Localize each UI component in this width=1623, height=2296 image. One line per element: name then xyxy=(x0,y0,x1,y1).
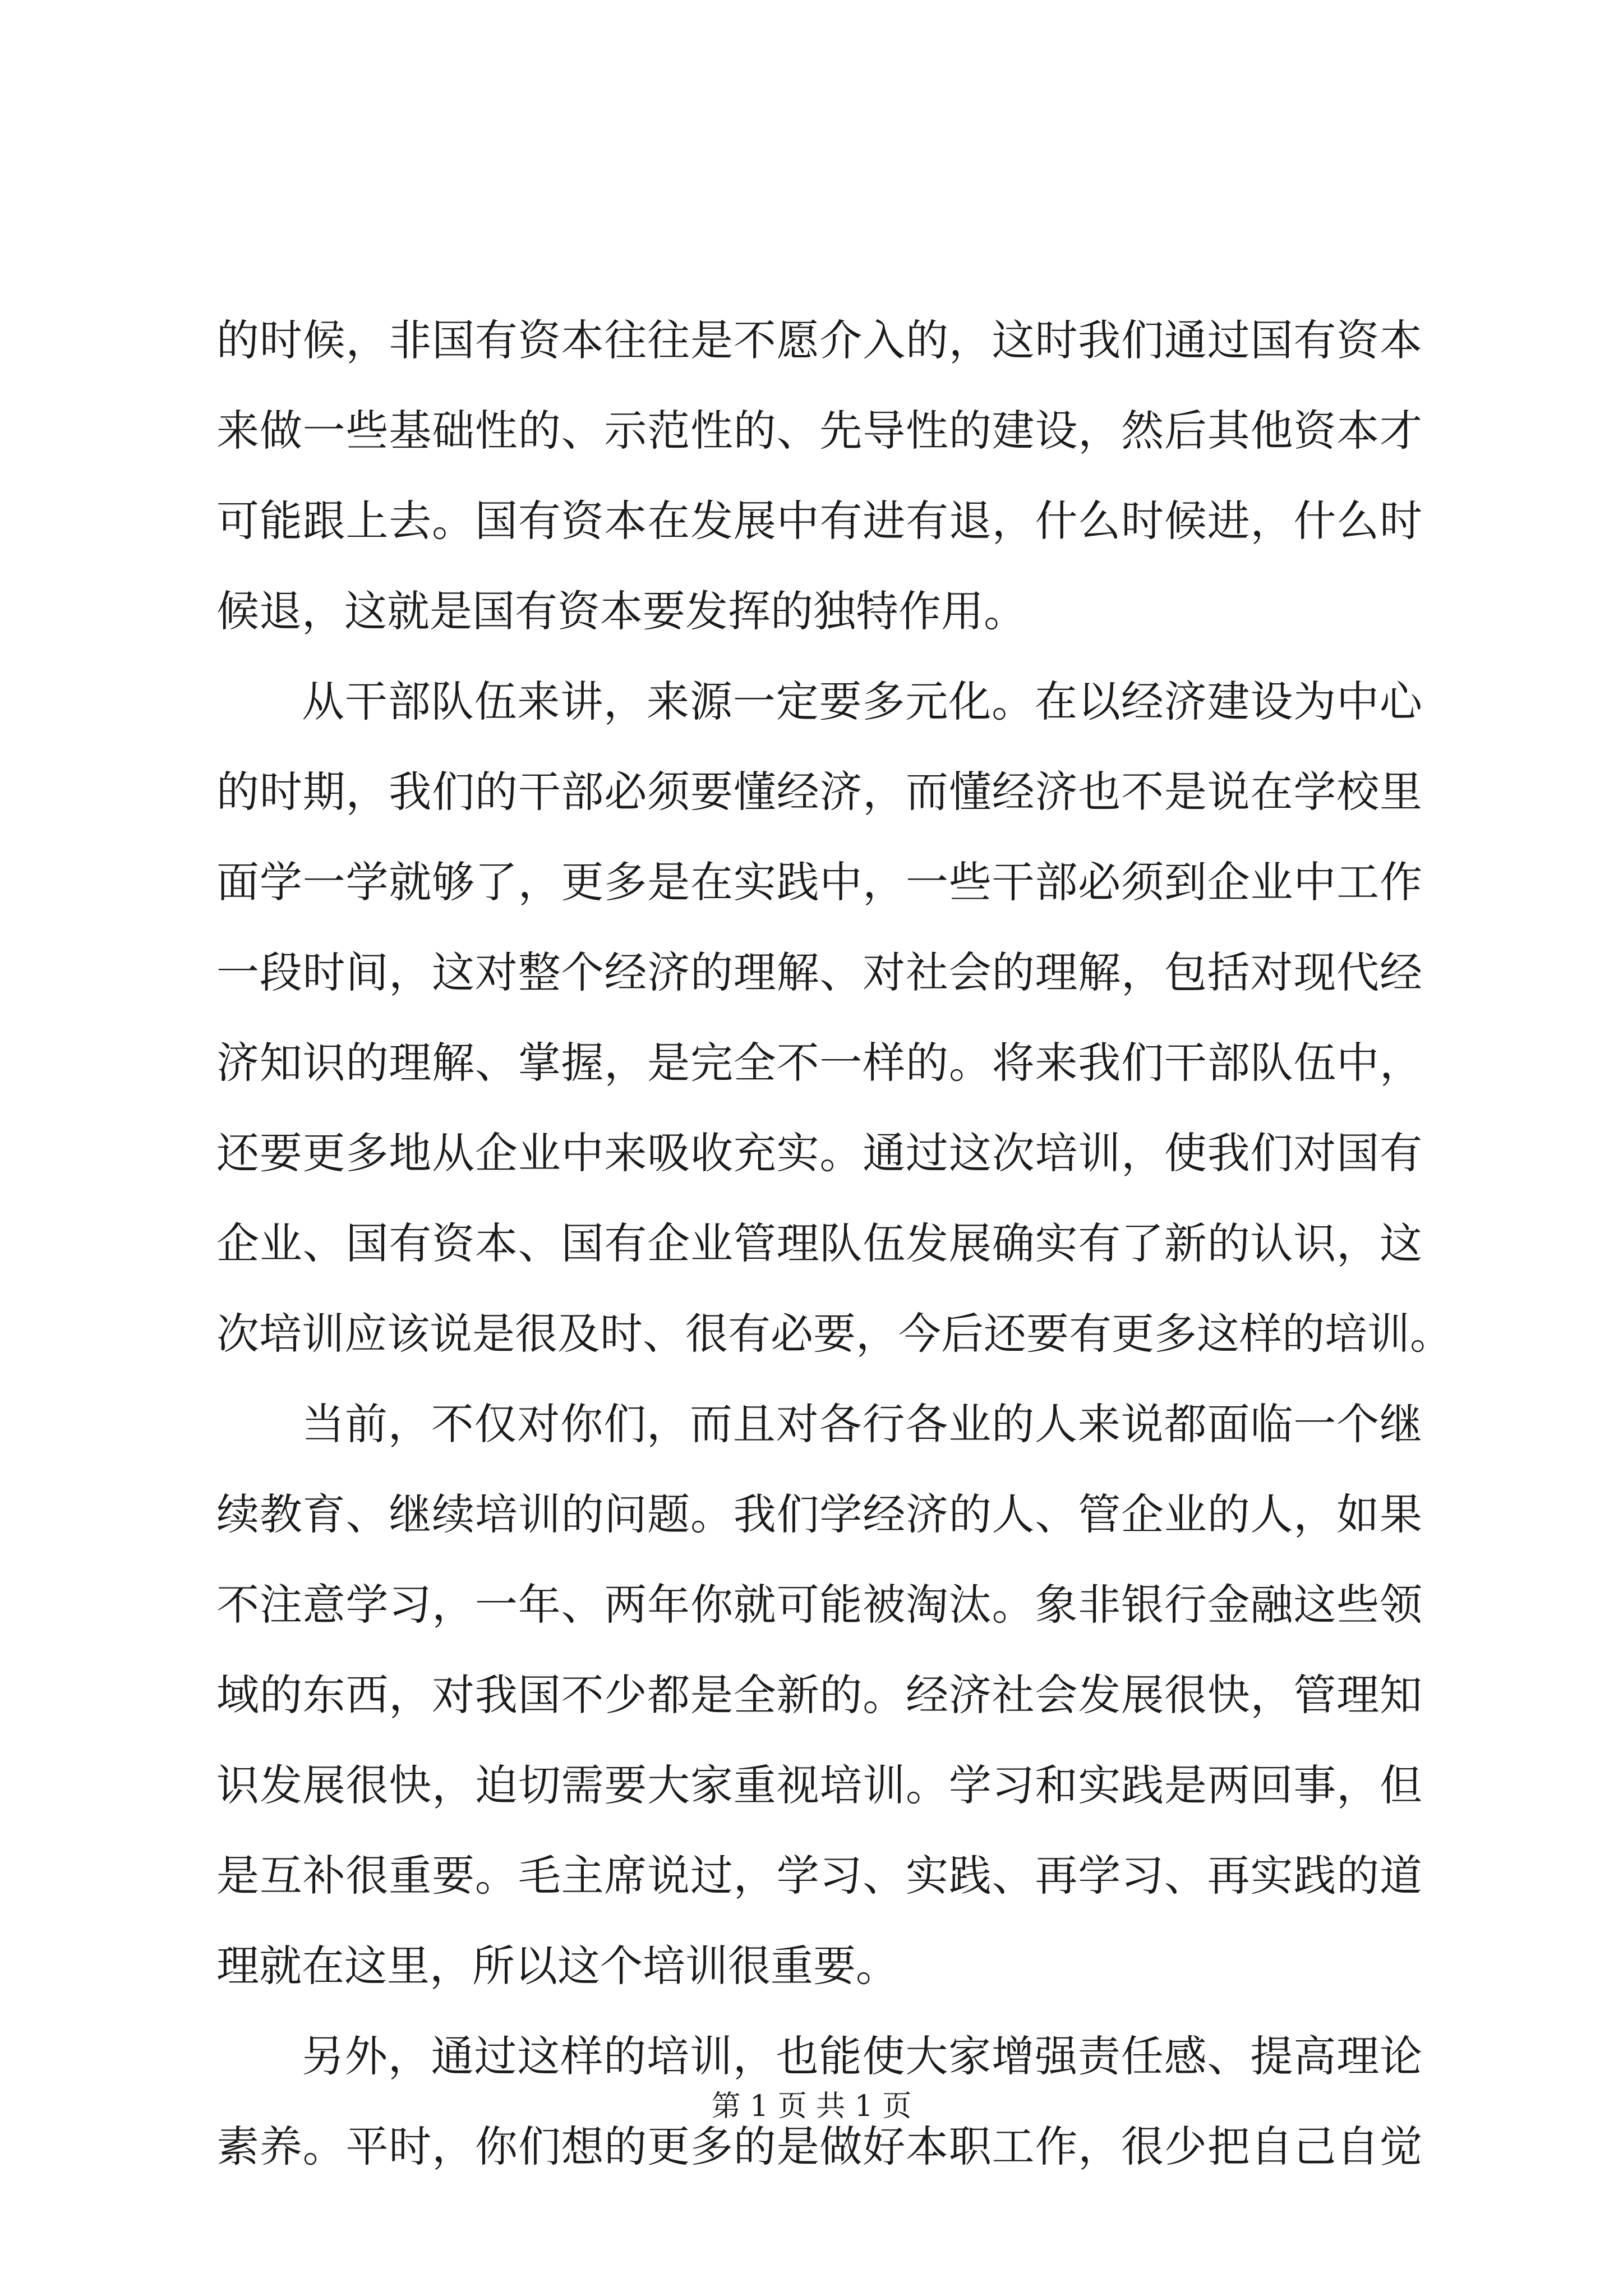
text-line: 企业、国有资本、国有企业管理队伍发展确实有了新的认识，这 xyxy=(216,1218,1422,1268)
text-line: 域的东西，对我国不少都是全新的。经济社会发展很快，管理知 xyxy=(216,1670,1422,1720)
text-line: 的时期，我们的干部必须要懂经济，而懂经济也不是说在学校里 xyxy=(216,767,1422,817)
text-line: 可能跟上去。国有资本在发展中有进有退，什么时候进，什么时 xyxy=(216,496,1422,546)
text-line: 续教育、继续培训的问题。我们学经济的人、管企业的人，如果 xyxy=(216,1489,1422,1539)
text-line: 另外，通过这样的培训，也能使大家增强责任感、提高理论 xyxy=(302,2031,1422,2081)
text-line: 一段时间，这对整个经济的理解、对社会的理解，包括对现代经 xyxy=(216,947,1422,997)
text-line: 候退，这就是国有资本要发挥的独特作用。 xyxy=(216,586,1026,636)
text-line: 济知识的理解、掌握，是完全不一样的。将来我们干部队伍中， xyxy=(216,1038,1422,1088)
text-line: 的时候，非国有资本往往是不愿介入的，这时我们通过国有资本 xyxy=(216,315,1422,365)
document-body xyxy=(216,295,1453,2192)
text-line: 不注意学习，一年、两年你就可能被淘汰。象非银行金融这些领 xyxy=(216,1580,1422,1630)
text-line: 来做一些基础性的、示范性的、先导性的建设，然后其他资本才 xyxy=(216,406,1422,455)
text-line: 次培训应该说是很及时、很有必要，今后还要有更多这样的培训。 xyxy=(216,1309,1453,1359)
text-line: 当前，不仅对你们，而且对各行各业的人来说都面临一个继 xyxy=(302,1399,1422,1449)
text-line: 识发展很快，迫切需要大家重视培训。学习和实践是两回事，但 xyxy=(216,1760,1422,1810)
text-line: 面学一学就够了，更多是在实践中，一些干部必须到企业中工作 xyxy=(216,857,1422,907)
text-line: 是互补很重要。毛主席说过，学习、实践、再学习、再实践的道 xyxy=(216,1851,1422,1901)
text-line: 从干部队伍来讲，来源一定要多元化。在以经济建设为中心 xyxy=(302,677,1422,726)
text-line: 素养。平时，你们想的更多的是做好本职工作，很少把自己自觉 xyxy=(216,2122,1422,2171)
page-footer: 第 1 页 共 1 页 xyxy=(711,2090,912,2123)
text-line: 还要更多地从企业中来吸收充实。通过这次培训，使我们对国有 xyxy=(216,1128,1422,1178)
text-line: 理就在这里，所以这个培训很重要。 xyxy=(216,1941,898,1991)
